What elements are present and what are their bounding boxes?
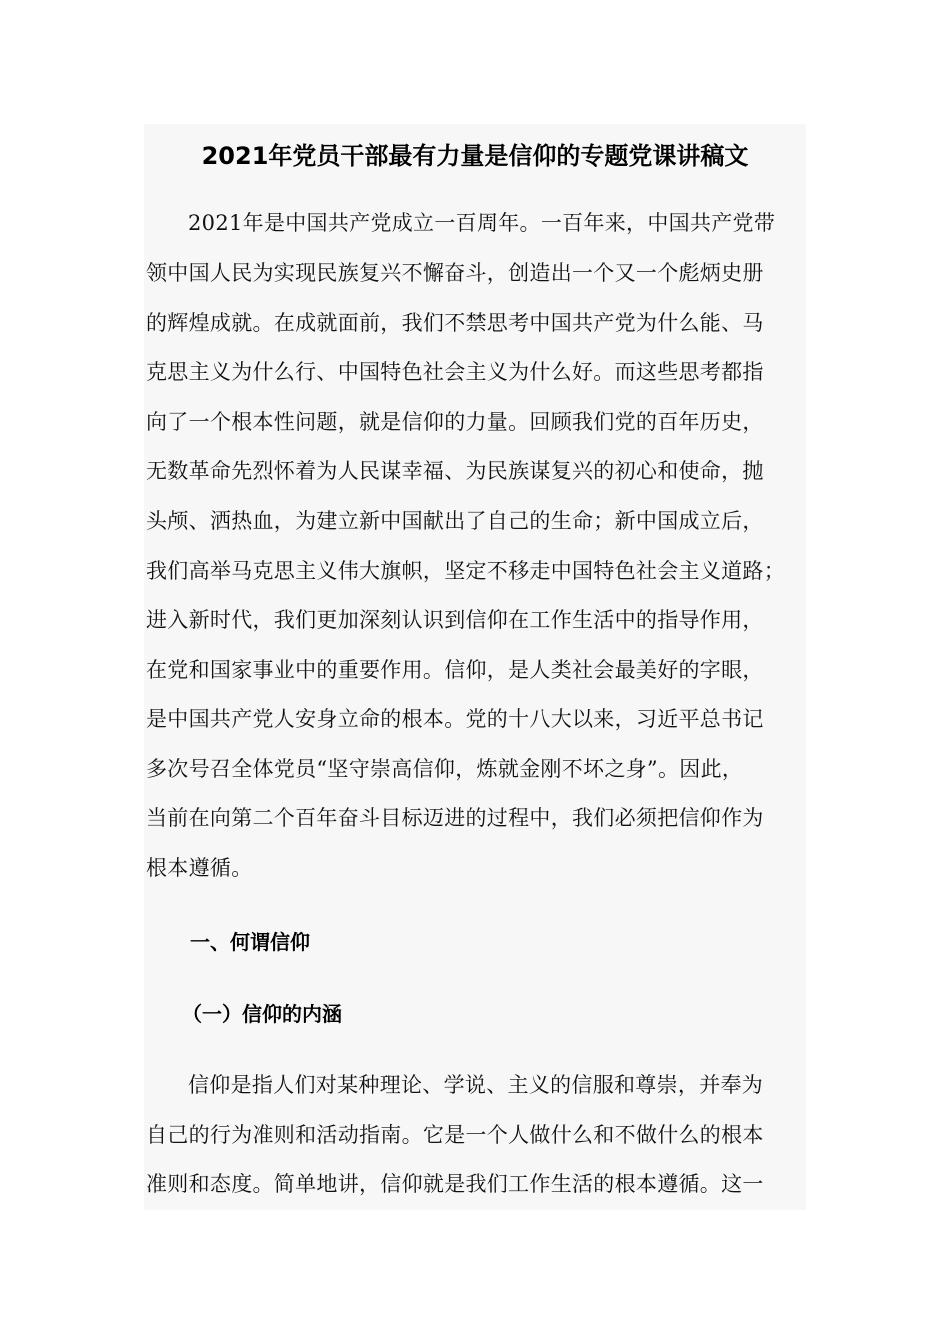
intro-line: 领中国人民为实现民族复兴不懈奋斗，创造出一个又一个彪炳史册 [146, 261, 764, 285]
body-line: 信仰是指人们对某种理论、学说、主义的信服和尊崇，并奉为 [188, 1073, 764, 1097]
intro-line: 根本遵循。 [146, 856, 253, 880]
intro-line: 我们高举马克思主义伟大旗帜，坚定不移走中国特色社会主义道路； [146, 559, 785, 583]
document-page [144, 124, 806, 1210]
intro-line: 在党和国家事业中的重要作用。信仰，是人类社会最美好的字眼， [146, 658, 764, 682]
intro-line: 多次号召全体党员“坚守崇高信仰，炼就金刚不坏之身”。因此， [146, 757, 744, 781]
intro-line: 克思主义为什么行、中国特色社会主义为什么好。而这些思考都指 [146, 360, 764, 384]
intro-line: 是中国共产党人安身立命的根本。党的十八大以来，习近平总书记 [146, 707, 764, 731]
intro-line: 向了一个根本性问题，就是信仰的力量。回顾我们党的百年历史， [146, 410, 764, 434]
body-line: 准则和态度。简单地讲，信仰就是我们工作生活的根本遵循。这一 [146, 1172, 764, 1196]
intro-line: 2021年是中国共产党成立一百周年。一百年来，中国共产党带 [188, 211, 776, 235]
section-heading: 一、何谓信仰 [190, 930, 310, 954]
intro-line: 的辉煌成就。在成就面前，我们不禁思考中国共产党为什么能、马 [146, 311, 764, 335]
intro-line: 无数革命先烈怀着为人民谋幸福、为民族谋复兴的初心和使命，抛 [146, 459, 764, 483]
subsection-heading: （一）信仰的内涵 [182, 1002, 342, 1026]
document-title: 2021年党员干部最有力量是信仰的专题党课讲稿文 [201, 142, 749, 170]
intro-line: 进入新时代，我们更加深刻认识到信仰在工作生活中的指导作用， [146, 608, 764, 632]
intro-line: 当前在向第二个百年奋斗目标迈进的过程中，我们必须把信仰作为 [146, 806, 764, 830]
intro-line: 头颅、洒热血，为建立新中国献出了自己的生命；新中国成立后， [146, 509, 764, 533]
body-line: 自己的行为准则和活动指南。它是一个人做什么和不做什么的根本 [146, 1123, 764, 1147]
